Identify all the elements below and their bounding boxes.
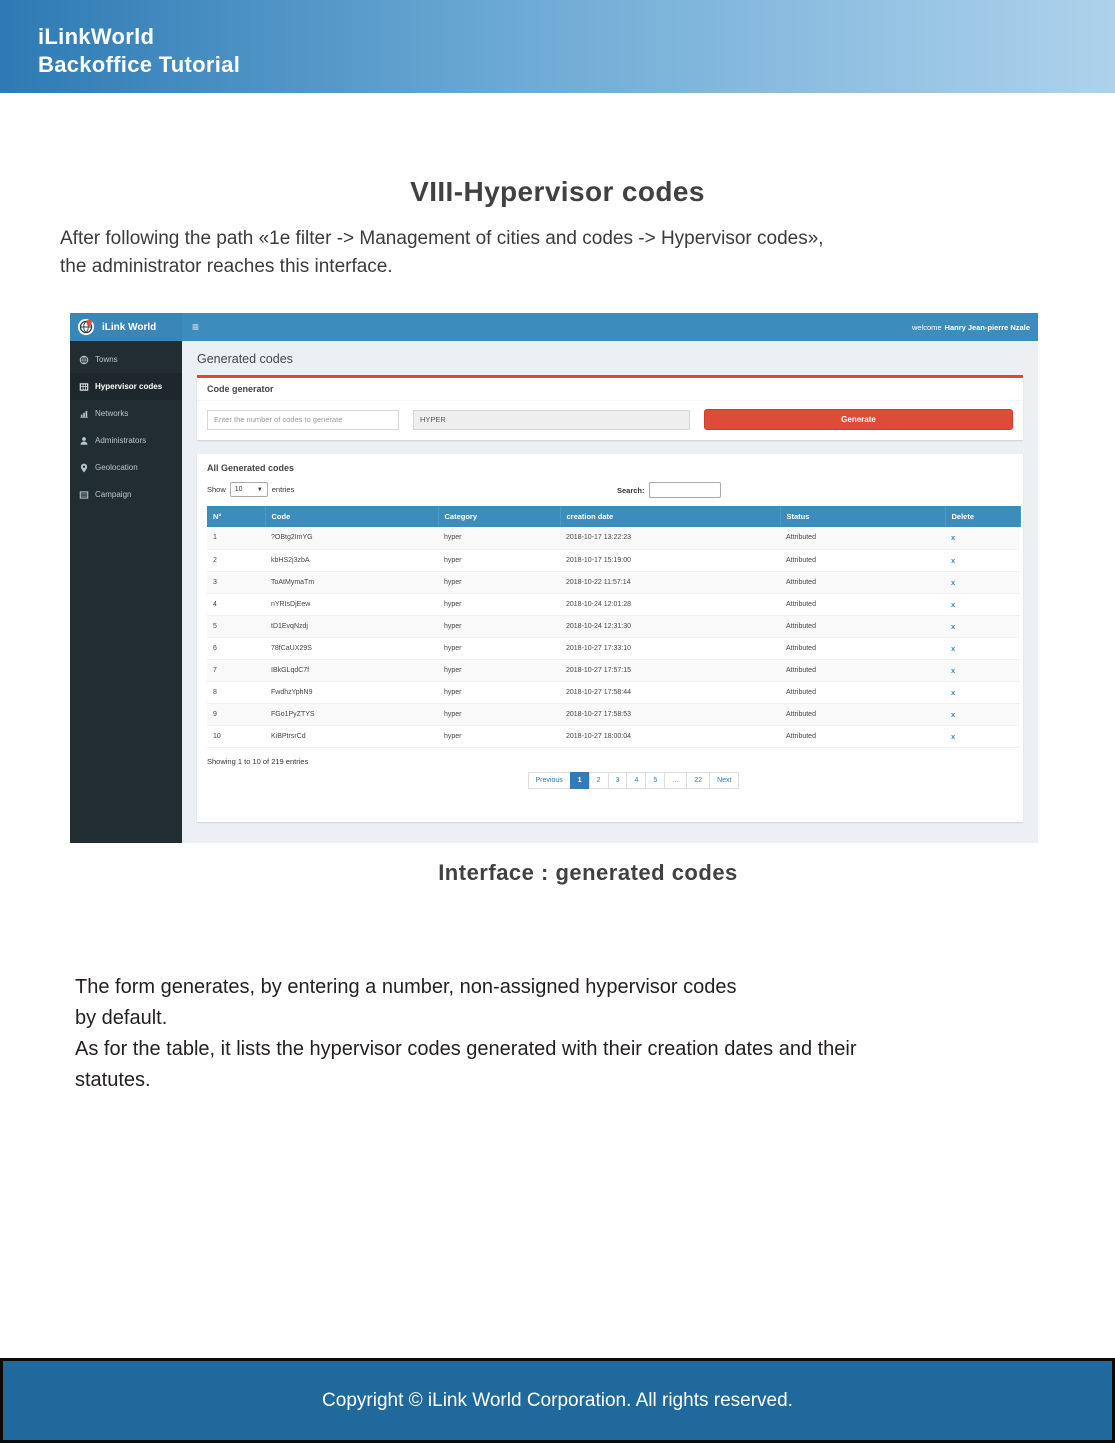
table-row <box>207 549 1020 571</box>
category-field[interactable] <box>413 410 690 430</box>
row-number: 4 <box>207 593 265 615</box>
code-cell: KiBPtrsrCd <box>265 725 438 747</box>
category-cell: hyper <box>438 571 560 593</box>
creation-date-cell: 2018-10-27 17:58:44 <box>560 681 780 703</box>
creation-date-cell: 2018-10-17 15:19:00 <box>560 549 780 571</box>
code-cell: FGo1PyZTYS <box>265 703 438 725</box>
sidebar-item-label: Towns <box>95 355 118 364</box>
main-content <box>182 341 1038 843</box>
category-cell: hyper <box>438 659 560 681</box>
generate-button[interactable]: Generate <box>704 409 1013 430</box>
sidebar-item-hypervisor-codes[interactable] <box>70 373 182 400</box>
page-button-22[interactable]: 22 <box>686 772 710 789</box>
delete-icon[interactable]: x <box>945 637 1020 659</box>
column-header[interactable]: Delete <box>945 506 1020 527</box>
table-row <box>207 681 1020 703</box>
app-logo[interactable] <box>70 313 182 341</box>
sidebar-item-label: Hypervisor codes <box>95 382 163 391</box>
table-row <box>207 527 1020 549</box>
category-cell: hyper <box>438 615 560 637</box>
sidebar-item-label: Campaign <box>95 490 132 499</box>
page-button-1[interactable]: 1 <box>570 772 590 789</box>
user-icon <box>79 436 89 446</box>
intro-line-2: the administrator reaches this interface. <box>60 256 393 277</box>
generated-codes-box <box>197 454 1023 822</box>
intro-line-1: After following the path «1e filter -> Management of cities and codes -> Hypervisor codes», <box>60 228 824 249</box>
category-cell: hyper <box>438 549 560 571</box>
column-header[interactable]: creation date <box>560 506 780 527</box>
row-number: 2 <box>207 549 265 571</box>
sidebar-item-administrators[interactable] <box>70 427 182 454</box>
page-button-…[interactable]: … <box>664 772 687 789</box>
status-cell: Attributed <box>780 571 945 593</box>
code-generator-form <box>197 401 1023 440</box>
globe-pin-logo-icon <box>77 318 95 336</box>
generated-codes-title: All Generated codes <box>207 463 295 473</box>
hamburger-menu-icon[interactable]: ≡ <box>192 320 200 334</box>
app-top-navbar <box>70 313 1038 341</box>
code-cell: FwdhzYphN9 <box>265 681 438 703</box>
sidebar <box>70 341 182 843</box>
creation-date-cell: 2018-10-22 11:57:14 <box>560 571 780 593</box>
welcome-label: welcome <box>911 322 942 332</box>
page-button-3[interactable]: 3 <box>608 772 628 789</box>
list-icon <box>79 490 89 500</box>
column-header[interactable]: Code <box>265 506 438 527</box>
delete-icon[interactable]: x <box>945 571 1020 593</box>
code-generator-box <box>197 375 1023 440</box>
page-button-next[interactable]: Next <box>709 772 739 789</box>
category-cell: hyper <box>438 637 560 659</box>
category-cell: hyper <box>438 527 560 549</box>
tutorial-header-banner <box>0 0 1115 93</box>
creation-date-cell: 2018-10-27 17:33:10 <box>560 637 780 659</box>
page-button-4[interactable]: 4 <box>626 772 646 789</box>
footer-bar <box>0 1358 1115 1443</box>
status-cell: Attributed <box>780 659 945 681</box>
tutorial-subtitle: Backoffice Tutorial <box>38 52 241 77</box>
status-cell: Attributed <box>780 725 945 747</box>
body-text-line: statutes. <box>75 1069 151 1091</box>
code-cell: 78fCaUX29S <box>265 637 438 659</box>
body-text-line: by default. <box>75 1007 168 1029</box>
creation-date-cell: 2018-10-17 13:22:23 <box>560 527 780 549</box>
category-cell: hyper <box>438 681 560 703</box>
status-cell: Attributed <box>780 615 945 637</box>
status-cell: Attributed <box>780 703 945 725</box>
entries-summary: Showing 1 to 10 of 219 entries <box>207 756 309 766</box>
table-row <box>207 615 1020 637</box>
content-heading: Generated codes <box>197 352 293 366</box>
column-header[interactable]: Category <box>438 506 560 527</box>
delete-icon[interactable]: x <box>945 593 1020 615</box>
body-text <box>75 972 1055 1096</box>
category-cell: hyper <box>438 725 560 747</box>
show-entries-control <box>207 482 1013 497</box>
row-number: 5 <box>207 615 265 637</box>
row-number: 10 <box>207 725 265 747</box>
map-pin-icon <box>79 463 89 473</box>
row-number: 3 <box>207 571 265 593</box>
app-screenshot <box>70 313 1038 843</box>
column-header[interactable]: N° <box>207 506 265 527</box>
screenshot-caption: Interface : generated codes <box>438 860 738 885</box>
status-cell: Attributed <box>780 681 945 703</box>
show-label: Show <box>207 485 226 494</box>
search-label: Search: <box>617 485 645 495</box>
sidebar-item-campaign[interactable] <box>70 481 182 508</box>
creation-date-cell: 2018-10-27 17:58:53 <box>560 703 780 725</box>
table-row <box>207 593 1020 615</box>
code-cell: tD1EvqNzdj <box>265 615 438 637</box>
column-header[interactable]: Status <box>780 506 945 527</box>
sidebar-item-label: Administrators <box>95 436 147 445</box>
table-header-row <box>207 506 1020 527</box>
table-row <box>207 637 1020 659</box>
search-control <box>617 482 721 498</box>
table-row <box>207 703 1020 725</box>
copyright-text: Copyright © iLink World Corporation. All rights reserved. <box>322 1389 793 1411</box>
codes-table <box>207 506 1021 748</box>
page-size-select[interactable] <box>230 482 268 497</box>
delete-icon[interactable]: x <box>945 659 1020 681</box>
tutorial-brand: iLinkWorld <box>38 24 155 49</box>
intro-paragraph <box>60 225 1060 281</box>
welcome-user <box>912 313 1030 341</box>
bar-chart-icon <box>79 409 89 419</box>
delete-icon[interactable]: x <box>945 549 1020 571</box>
sidebar-item-networks[interactable] <box>70 400 182 427</box>
row-number: 7 <box>207 659 265 681</box>
user-name: Hanry Jean-pierre Nzale <box>944 322 1030 332</box>
code-generator-title: Code generator <box>197 378 1023 401</box>
code-cell: kbHS2j3zbA <box>265 549 438 571</box>
page-button-2[interactable]: 2 <box>589 772 609 789</box>
row-number: 9 <box>207 703 265 725</box>
table-icon <box>79 382 89 392</box>
sidebar-item-label: Geolocation <box>95 463 138 472</box>
delete-icon[interactable]: x <box>945 681 1020 703</box>
status-cell: Attributed <box>780 549 945 571</box>
delete-icon[interactable]: x <box>945 615 1020 637</box>
sidebar-item-label: Networks <box>95 409 129 418</box>
globe-icon <box>79 355 89 365</box>
pagination <box>231 772 1037 789</box>
codes-count-input[interactable] <box>207 410 399 430</box>
table-row <box>207 725 1020 747</box>
row-number: 6 <box>207 637 265 659</box>
code-cell: nYRIsDjEew <box>265 593 438 615</box>
code-cell: ?OBtg2ImYG <box>265 527 438 549</box>
page-button-previous[interactable]: Previous <box>528 772 571 789</box>
row-number: 1 <box>207 527 265 549</box>
delete-icon[interactable]: x <box>945 703 1020 725</box>
creation-date-cell: 2018-10-24 12:01:28 <box>560 593 780 615</box>
status-cell: Attributed <box>780 527 945 549</box>
table-toolbar <box>207 482 1013 502</box>
status-cell: Attributed <box>780 593 945 615</box>
delete-icon[interactable]: x <box>945 725 1020 747</box>
delete-icon[interactable]: x <box>945 527 1020 549</box>
creation-date-cell: 2018-10-24 12:31:30 <box>560 615 780 637</box>
search-input[interactable] <box>649 482 721 498</box>
page-button-5[interactable]: 5 <box>645 772 665 789</box>
category-cell: hyper <box>438 593 560 615</box>
creation-date-cell: 2018-10-27 17:57:15 <box>560 659 780 681</box>
entries-label: entries <box>271 485 295 494</box>
status-cell: Attributed <box>780 637 945 659</box>
chevron-down-icon: ▼ <box>256 486 263 493</box>
category-cell: hyper <box>438 703 560 725</box>
code-cell: ToAtMymaTm <box>265 571 438 593</box>
row-number: 8 <box>207 681 265 703</box>
body-text-line: As for the table, it lists the hypervisor codes generated with their creation dates and their <box>75 1038 857 1060</box>
body-text-line: The form generates, by entering a number, non-assigned hypervisor codes <box>75 976 737 998</box>
table-row <box>207 571 1020 593</box>
table-row <box>207 659 1020 681</box>
sidebar-item-towns[interactable] <box>70 346 182 373</box>
code-cell: IBkGLqdC7f <box>265 659 438 681</box>
page-title: VIII-Hypervisor codes <box>410 176 705 207</box>
creation-date-cell: 2018-10-27 18:00:04 <box>560 725 780 747</box>
app-brand-name: iLink World <box>102 321 157 333</box>
sidebar-item-geolocation[interactable] <box>70 454 182 481</box>
page-size-value: 10 <box>234 486 243 493</box>
